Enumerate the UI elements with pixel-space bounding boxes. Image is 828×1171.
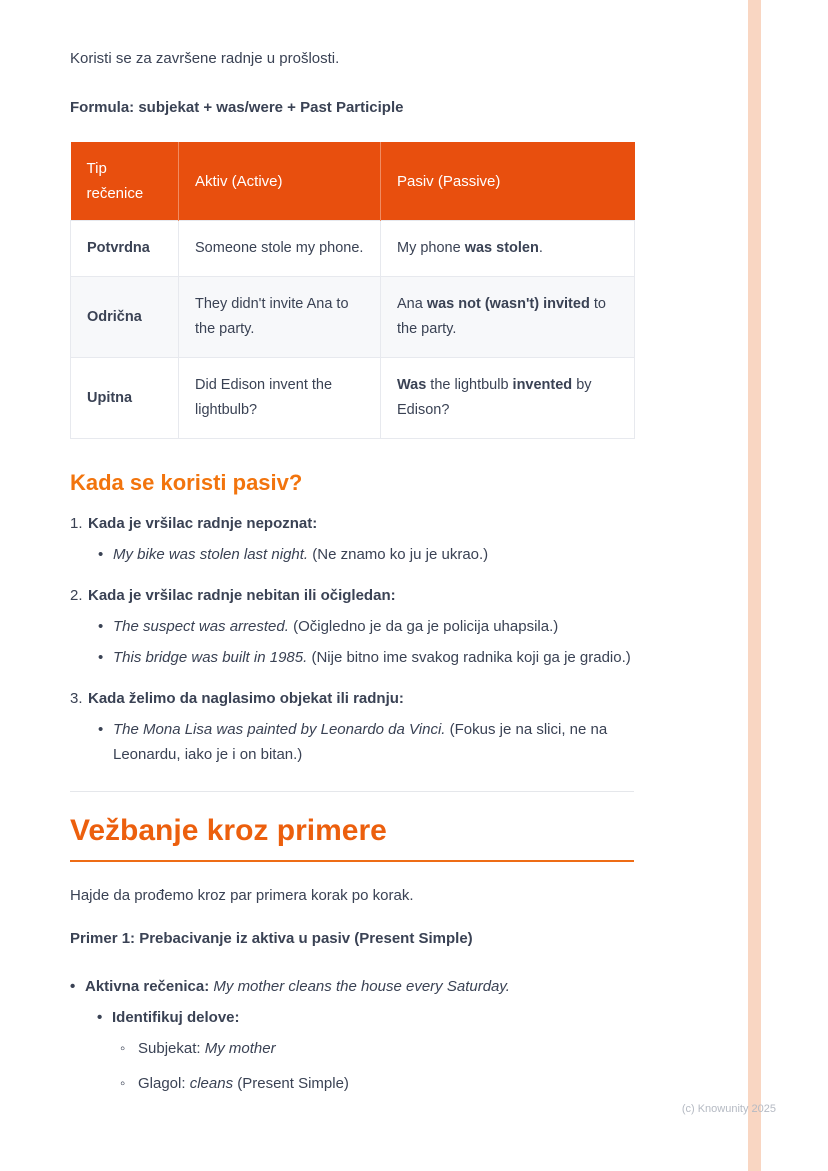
list-item [70,686,634,767]
cell-aktiv: Did Edison invent the lightbulb? [179,358,381,439]
header-cell-tip: Tip rečenice [71,142,179,221]
cell-tip: Upitna [71,358,179,439]
list-item-title: Kada je vršilac radnje nebitan ili očigledan: [88,587,396,604]
example-text: ◦ Subjekat: My mother [138,1040,276,1057]
table-row [71,221,635,277]
example-item [88,645,634,670]
table-row [71,277,635,358]
example-text: • Identifikuj delove: [112,1009,240,1026]
document-content [70,47,634,1106]
example-item [88,614,634,639]
example-item [88,542,634,567]
table-row [71,358,635,439]
list-item-title: Kada je vršilac radnje nepoznat: [88,515,318,532]
table-header-row [71,142,635,221]
passive-table [70,142,635,439]
page-title-practice: Vežbanje kroz primere [70,814,634,862]
page-edge-stripe [748,0,761,1171]
example-text: • The suspect was arrested. (Očigledno je da ga je policija uhapsila.) [113,618,559,635]
example-item [88,717,634,767]
intro-text: Koristi se za završene radnje u prošlosti. [70,50,340,67]
header-cell-pasiv: Pasiv (Passive) [381,142,635,221]
example-text: ◦ Glagol: cleans (Present Simple) [138,1075,349,1092]
list-item [70,583,634,670]
cell-pasiv: My phone was stolen. [381,221,635,277]
section-heading-usage: Kada se koristi pasiv? [70,470,303,495]
cell-pasiv: Ana was not (wasn't) invited to the party. [381,277,635,358]
list-item [120,1036,634,1061]
primer-heading: Primer 1: Prebacivanje iz aktiva u pasiv (Present Simple) [70,930,473,947]
list-item-title: Kada želimo da naglasimo objekat ili radnju: [88,690,404,707]
list-item [70,974,634,999]
usage-list [70,511,634,767]
cell-tip: Odrična [71,277,179,358]
section-divider [70,791,634,792]
list-number: 1. [70,515,83,532]
practice-intro: Hajde da prođemo kroz par primera korak po korak. [70,887,414,904]
header-cell-aktiv: Aktiv (Active) [179,142,381,221]
copyright-watermark: (c) Knowunity 2025 [681,1103,776,1115]
list-number: 2. [70,587,83,604]
list-item [120,1071,634,1096]
example-text: • The Mona Lisa was painted by Leonardo da Vinci. (Fokus je na slici, ne na Leonardu, iako je i on bitan.) [113,721,608,763]
practice-list [70,974,634,1096]
cell-tip: Potvrdna [71,221,179,277]
example-text: • Aktivna rečenica: My mother cleans the house every Saturday. [85,978,510,995]
cell-aktiv: They didn't invite Ana to the party. [179,277,381,358]
cell-aktiv: Someone stole my phone. [179,221,381,277]
formula-text: Formula: subjekat + was/were + Past Participle [70,99,404,116]
list-item [70,511,634,567]
example-text: • This bridge was built in 1985. (Nije bitno ime svakog radnika koji ga je gradio.) [113,649,631,666]
cell-pasiv: Was the lightbulb invented by Edison? [381,358,635,439]
list-item [97,1005,634,1030]
list-number: 3. [70,690,83,707]
example-text: • My bike was stolen last night. (Ne znamo ko ju je ukrao.) [113,546,489,563]
